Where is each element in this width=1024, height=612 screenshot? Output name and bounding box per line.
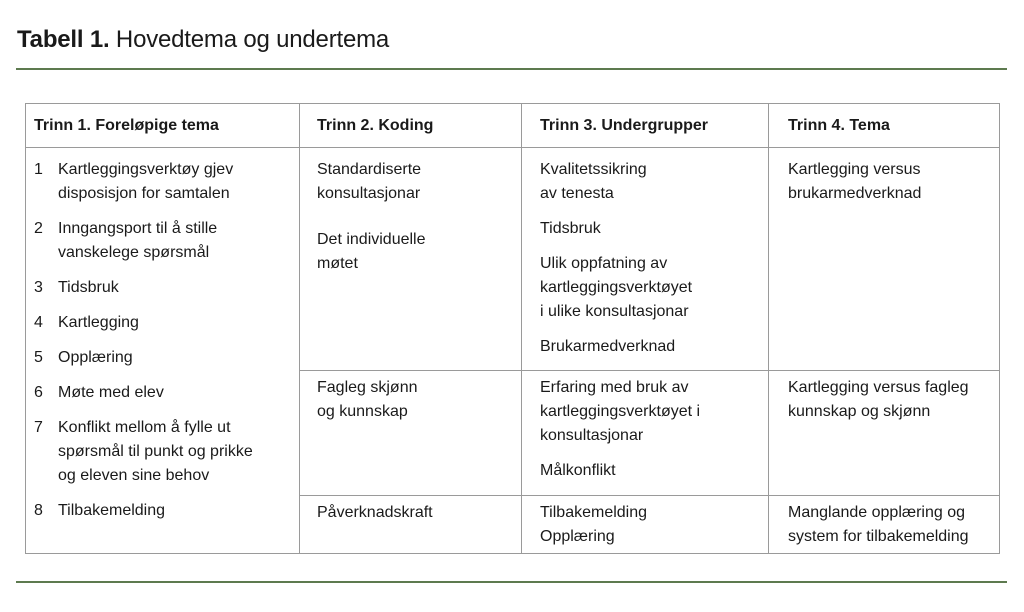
table-caption	[17, 24, 389, 56]
item-text: Tilbakemelding	[58, 502, 166, 519]
header-step3: Trinn 3. Undergrupper	[540, 117, 709, 134]
row1-theme	[788, 158, 998, 206]
row2-coding	[317, 376, 517, 424]
themes-table	[25, 103, 1000, 554]
item-number: 1	[34, 161, 43, 178]
row-divider-1	[299, 370, 999, 371]
theme-entry: Kartlegging versus brukarmedverknad	[788, 161, 922, 202]
item-number: 8	[34, 502, 43, 519]
item-text: Kartlegging	[58, 314, 139, 331]
subgroup-entry: Brukarmedverknad	[540, 338, 676, 355]
item-number: 3	[34, 279, 43, 296]
item-number: 2	[34, 220, 43, 237]
item-text: Opplæring	[58, 349, 133, 366]
coding-entry: Standardiserte konsultasjonar	[317, 161, 422, 202]
list-item	[34, 276, 294, 300]
row-divider-2	[299, 495, 999, 496]
theme-entry: Kartlegging versus fagleg kunnskap og skjønn	[788, 379, 969, 420]
item-text: Konflikt mellom å fylle ut spørsmål til punkt og prikke og eleven sine behov	[58, 419, 253, 484]
header-step4: Trinn 4. Tema	[788, 117, 890, 134]
row1-subgroups	[540, 158, 765, 359]
col-divider-3	[768, 104, 769, 553]
row3-coding	[317, 501, 517, 525]
item-number: 4	[34, 314, 43, 331]
item-text: Kartleggingsverktøy gjev disposisjon for samtalen	[58, 161, 234, 202]
top-divider	[16, 68, 1007, 70]
subgroup-entry: Tilbakemelding Opplæring	[540, 504, 648, 545]
subgroup-entry: Erfaring med bruk av kartleggingsverktøyet i konsultasjonar	[540, 379, 701, 444]
list-item	[34, 499, 294, 523]
bottom-divider	[16, 581, 1007, 583]
list-item	[34, 346, 294, 370]
col-divider-1	[299, 104, 300, 553]
item-number: 7	[34, 419, 43, 436]
header-divider	[26, 147, 999, 148]
subgroup-entry: Målkonflikt	[540, 462, 616, 479]
col-divider-2	[521, 104, 522, 553]
list-item	[34, 416, 294, 488]
item-text: Tidsbruk	[58, 279, 119, 296]
coding-entry: Fagleg skjønn og kunnskap	[317, 379, 418, 420]
table-caption-text: Hovedtema og undertema	[109, 26, 390, 53]
theme-entry: Manglande opplæring og system for tilbakemelding	[788, 504, 969, 545]
row1-coding	[317, 158, 517, 276]
list-item	[34, 381, 294, 405]
item-number: 6	[34, 384, 43, 401]
header-step2: Trinn 2. Koding	[317, 117, 434, 134]
row2-theme	[788, 376, 998, 424]
subgroup-entry: Tidsbruk	[540, 220, 601, 237]
list-item	[34, 217, 294, 265]
row2-subgroups	[540, 376, 765, 483]
coding-entry: Det individuelle møtet	[317, 231, 426, 272]
item-text: Inngangsport til å stille vanskelege spørsmål	[58, 220, 218, 261]
subgroup-entry: Ulik oppfatning av kartleggingsverktøyet i ulike konsultasjonar	[540, 255, 693, 320]
row3-subgroups	[540, 501, 765, 549]
table-caption-label: Tabell 1.	[17, 26, 110, 53]
list-item	[34, 158, 294, 206]
preliminary-themes-list	[34, 158, 294, 534]
row3-theme	[788, 501, 998, 549]
subgroup-entry: Kvalitetssikring av tenesta	[540, 161, 647, 202]
item-number: 5	[34, 349, 43, 366]
item-text: Møte med elev	[58, 384, 164, 401]
header-step1: Trinn 1. Foreløpige tema	[34, 117, 219, 134]
coding-entry: Påverknadskraft	[317, 504, 433, 521]
list-item	[34, 311, 294, 335]
